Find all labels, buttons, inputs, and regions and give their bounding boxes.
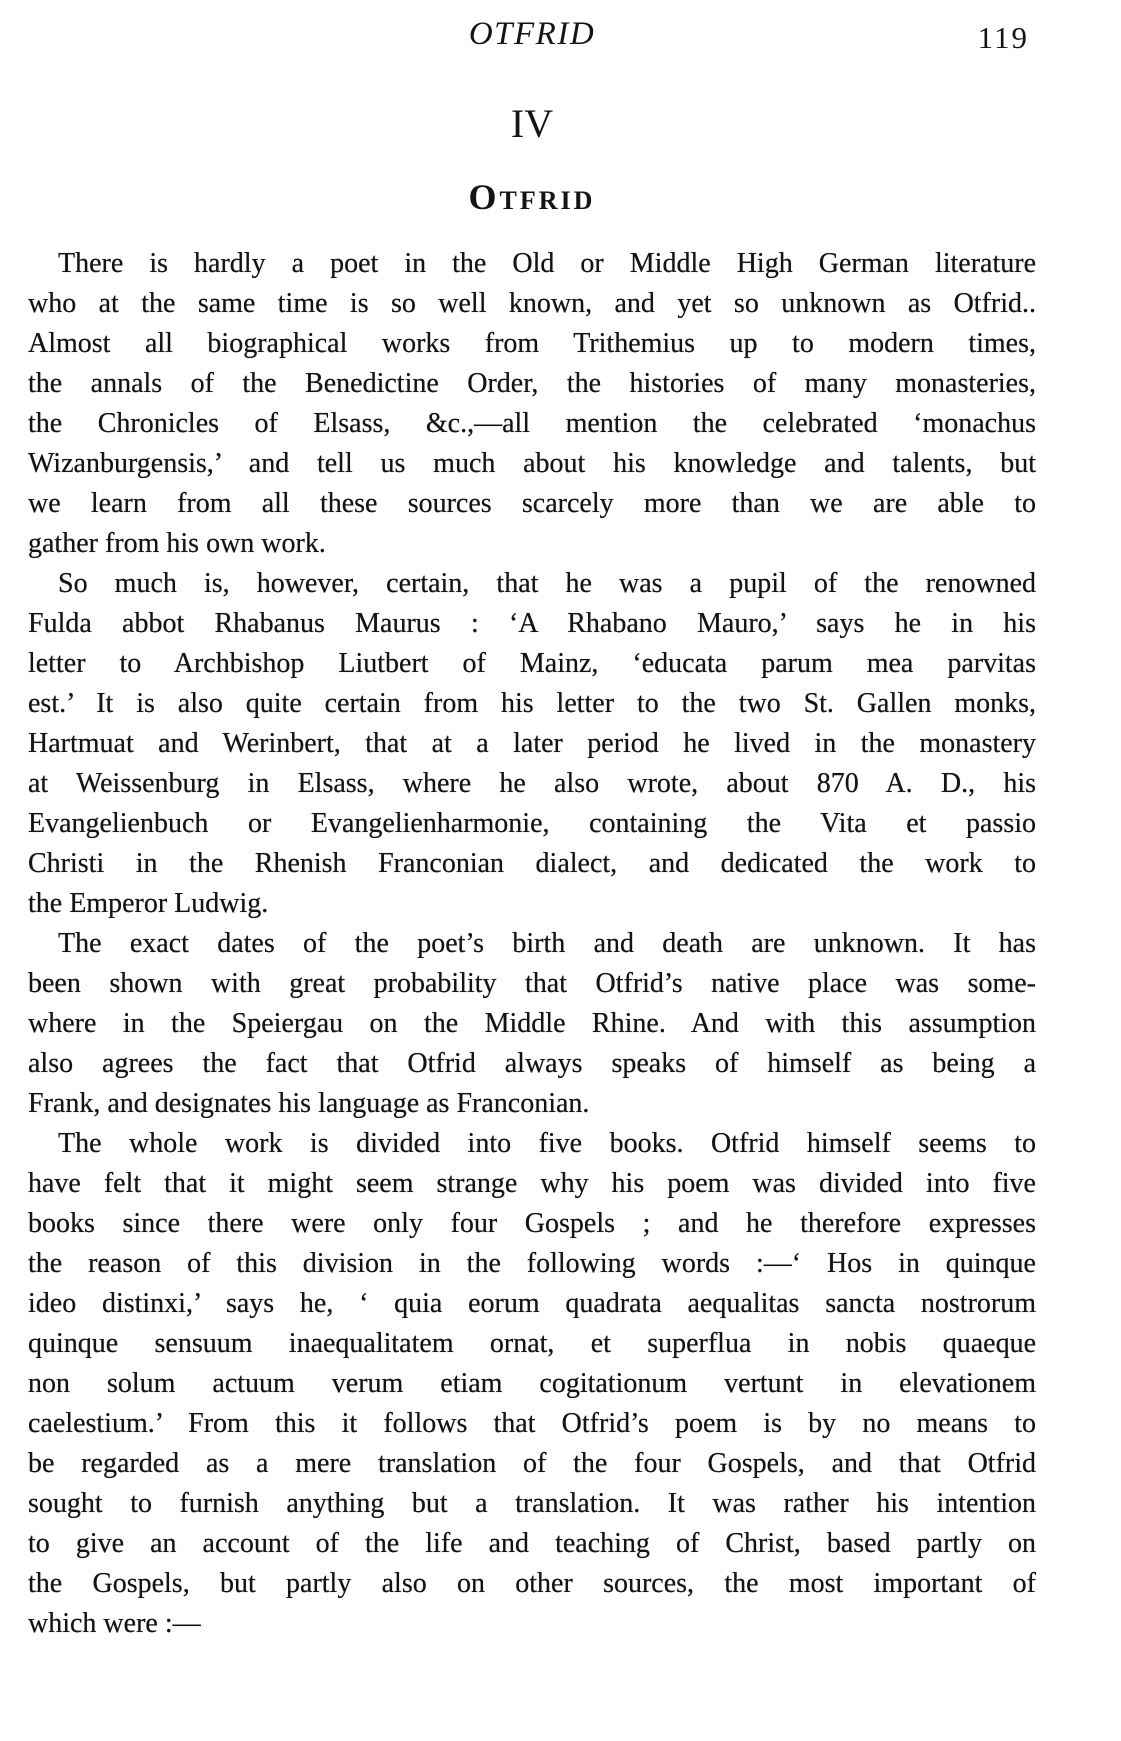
text-line: The exact dates of the poet’s birth and death are unknown. It has <box>58 928 1036 959</box>
text-line: Wizanburgensis,’ and tell us much about his knowledge and talents, but <box>28 448 1036 479</box>
text-line: who at the same time is so well known, and yet so unknown as Otfrid.. <box>28 288 1036 319</box>
text-line: we learn from all these sources scarcely more than we are able to <box>28 488 1036 519</box>
text-line: ideo distinxi,’ says he, ‘ quia eorum quadrata aequalitas sancta nostrorum <box>28 1288 1036 1319</box>
text-line: books since there were only four Gospels ; and he therefore expresses <box>28 1208 1036 1239</box>
paragraph-1 <box>28 244 1036 564</box>
paragraph-4 <box>28 1124 1036 1644</box>
running-head: OTFRID <box>468 16 596 52</box>
text-line: caelestium.’ From this it follows that Otfrid’s poem is by no means to <box>28 1408 1036 1439</box>
text-line: have felt that it might seem strange why his poem was divided into five <box>28 1168 1036 1199</box>
body-text <box>28 244 1036 1644</box>
text-line: where in the Speiergau on the Middle Rhine. And with this assumption <box>28 1008 1036 1039</box>
paragraph-2 <box>28 564 1036 924</box>
text-line: be regarded as a mere translation of the four Gospels, and that Otfrid <box>28 1448 1036 1479</box>
text-line: Evangelienbuch or Evangelienharmonie, containing the Vita et passio <box>28 808 1036 839</box>
text-line: Almost all biographical works from Trithemius up to modern times, <box>28 328 1036 359</box>
text-line: the Emperor Ludwig. <box>28 888 269 919</box>
text-line: letter to Archbishop Liutbert of Mainz, ‘educata parum mea parvitas <box>28 648 1036 679</box>
text-line: to give an account of the life and teaching of Christ, based partly on <box>28 1528 1036 1559</box>
text-line: gather from his own work. <box>28 528 326 559</box>
paragraph-3 <box>28 924 1036 1124</box>
text-line: So much is, however, certain, that he was a pupil of the renowned <box>58 568 1036 599</box>
text-line: est.’ It is also quite certain from his letter to the two St. Gallen monks, <box>28 688 1036 719</box>
text-line: been shown with great probability that Otfrid’s native place was some- <box>28 968 1036 999</box>
text-line: There is hardly a poet in the Old or Middle High German literature <box>58 248 1036 279</box>
text-line: Frank, and designates his language as Franconian. <box>28 1088 590 1119</box>
text-line: the Chronicles of Elsass, &c.,—all mention the celebrated ‘monachus <box>28 408 1036 439</box>
text-line: quinque sensuum inaequalitatem ornat, et superflua in nobis quaeque <box>28 1328 1036 1359</box>
text-line: at Weissenburg in Elsass, where he also wrote, about 870 A. D., his <box>28 768 1036 799</box>
text-line: also agrees the fact that Otfrid always speaks of himself as being a <box>28 1048 1036 1079</box>
text-line: the reason of this division in the following words :—‘ Hos in quinque <box>28 1248 1036 1279</box>
text-line: sought to furnish anything but a translation. It was rather his intention <box>28 1488 1036 1519</box>
chapter-title: OTFRID <box>468 177 596 217</box>
text-line: The whole work is divided into five books. Otfrid himself seems to <box>58 1128 1036 1159</box>
section-number: IV <box>510 101 554 146</box>
text-line: the annals of the Benedictine Order, the histories of many monasteries, <box>28 368 1036 399</box>
page-number: 119 <box>977 20 1029 55</box>
text-line: which were :— <box>28 1608 201 1639</box>
text-line: Hartmuat and Werinbert, that at a later period he lived in the monastery <box>28 728 1036 759</box>
text-line: non solum actuum verum etiam cogitationum vertunt in elevationem <box>28 1368 1036 1399</box>
text-line: Fulda abbot Rhabanus Maurus : ‘A Rhabano Mauro,’ says he in his <box>28 608 1036 639</box>
text-line: Christi in the Rhenish Franconian dialect, and dedicated the work to <box>28 848 1036 879</box>
text-line: the Gospels, but partly also on other sources, the most important of <box>28 1568 1036 1599</box>
